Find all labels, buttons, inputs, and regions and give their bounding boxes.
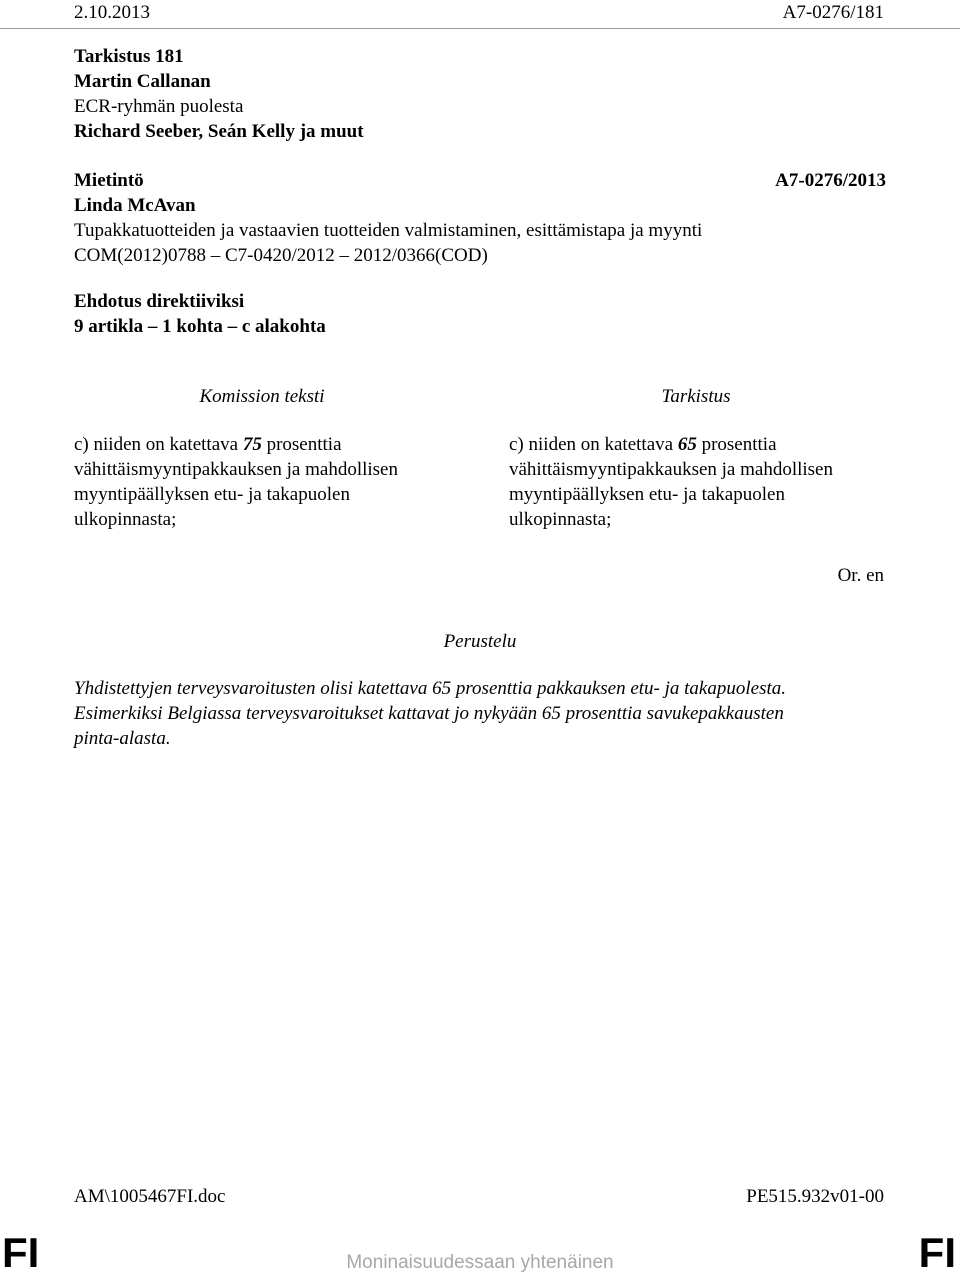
commission-text-line-2: vähittäismyyntipakkauksen ja mahdollisen [74, 459, 398, 480]
commission-text-line-1-pre: c) niiden on katettava [74, 434, 243, 455]
report-rapporteur: Linda McAvan [74, 195, 196, 216]
report-procedure: COM(2012)0788 – C7-0420/2012 – 2012/0366(COD) [74, 245, 488, 266]
amendment-text-heading: Tarkistus [661, 386, 731, 407]
amendment-text-column [509, 432, 889, 532]
justification-text [74, 676, 786, 751]
proposal-block [74, 289, 326, 339]
commission-text-line-3: myyntipäällyksen etu- ja takapuolen [74, 484, 350, 505]
header-date: 2.10.2013 [74, 2, 150, 23]
report-subject: Tupakkatuotteiden ja vastaavien tuotteiden valmistaminen, esittämistapa ja myynti [74, 220, 703, 241]
original-language: Or. en [837, 565, 884, 586]
amendment-cosigners: Richard Seeber, Seán Kelly ja muut [74, 121, 364, 142]
footer-pe-ref: PE515.932v01-00 [746, 1186, 884, 1207]
proposal-title: Ehdotus direktiiviksi [74, 291, 245, 312]
language-tag-right: FI [918, 1229, 956, 1276]
header-rule [0, 28, 960, 29]
commission-text-line-1 [74, 432, 454, 457]
amendment-title: Tarkistus 181 [74, 46, 184, 67]
justification-line-3: pinta-alasta. [74, 728, 171, 749]
amendment-text-line-1-post: prosenttia [696, 434, 777, 455]
commission-text-line-4: ulkopinnasta; [74, 509, 177, 530]
report-block [74, 168, 886, 268]
report-number: A7-0276/2013 [775, 170, 886, 191]
amendment-text-line-3: myyntipäällyksen etu- ja takapuolen [509, 484, 785, 505]
amendment-text-line-4: ulkopinnasta; [509, 509, 612, 530]
amendment-text-line-1-pre: c) niiden on katettava [509, 434, 678, 455]
header-reference: A7-0276/181 [782, 2, 884, 23]
commission-text-percentage: 75 [242, 434, 262, 455]
proposal-location: 9 artikla – 1 kohta – c alakohta [74, 316, 326, 337]
justification-line-1: Yhdistettyjen terveysvaroitusten olisi katettava 65 prosenttia pakkauksen etu- ja takapuolesta. [74, 678, 786, 699]
commission-text-column [74, 432, 454, 532]
language-tag-left: FI [2, 1229, 40, 1276]
amendment-author: Martin Callanan [74, 71, 211, 92]
eu-motto: Moninaisuudessaan yhtenäinen [346, 1252, 614, 1273]
amendment-on-behalf: ECR-ryhmän puolesta [74, 96, 244, 117]
amendment-text-line-2: vähittäismyyntipakkauksen ja mahdollisen [509, 459, 833, 480]
footer-doc-ref: AM\1005467FI.doc [74, 1186, 226, 1207]
justification-heading: Perustelu [443, 631, 517, 652]
amendment-text-line-1 [509, 432, 889, 457]
amendment-block [74, 44, 364, 144]
report-label: Mietintö [74, 170, 144, 191]
commission-text-heading: Komission teksti [199, 386, 325, 407]
commission-text-line-1-post: prosenttia [261, 434, 342, 455]
justification-line-2: Esimerkiksi Belgiassa terveysvaroitukset kattavat jo nykyään 65 prosenttia savukepakkausten [74, 703, 784, 724]
amendment-text-percentage: 65 [677, 434, 697, 455]
